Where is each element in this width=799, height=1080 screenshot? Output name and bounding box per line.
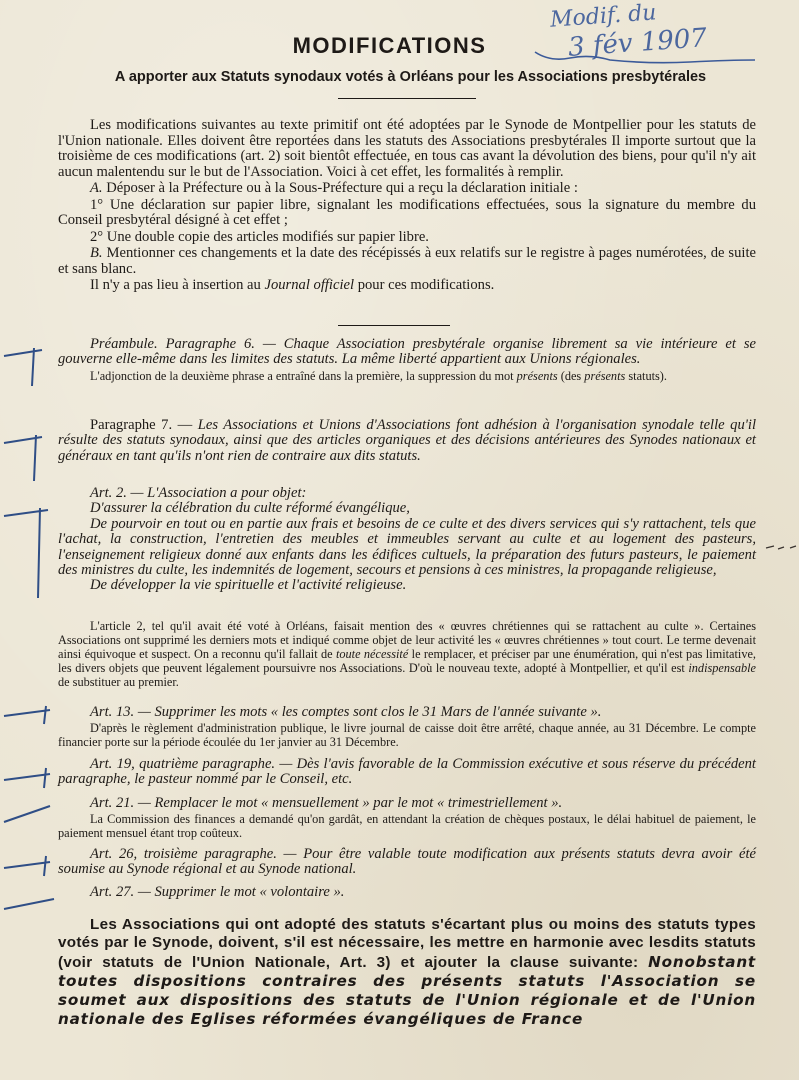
modification-text [58,418,756,464]
modification-art-21 [58,796,756,840]
modification-note: La Commission des finances a demandé qu'on gardât, en attendant la création de chèques postaux, le délai habituel de paiement, le paiement mensuel étant trop coûteux. [58,812,756,841]
margin-mark-right [764,540,798,556]
modification-art-19 [58,757,756,788]
modification-text: Préambule. Paragraphe 6. — Chaque Association presbytérale organise librement sa vie intérieure et se gouverne elle-même dans les limites des statuts. La même liberté appartient aux Unions régionales. [58,336,756,368]
modification-note [58,369,756,383]
instruction-item-1: 1° Une déclaration sur papier libre, signalant les modifications effectuées, sous la signature du membre du Conseil presbytéral désigné à cet effet ; [58,196,756,229]
instruction-text: Déposer à la Préfecture ou à la Sous-Préfecture qui a reçu la déclaration initiale : [102,180,578,197]
note-emphasis: toute nécessité [335,647,409,661]
handwritten-annotation-line1: Modif. du [549,0,658,33]
modification-art-13 [58,705,756,749]
intro-paragraph: Les modifications suivantes au texte primitif ont été adoptées par le Synode de Montpellier pour les statuts de l'Union nationale. Elles doivent être reportées dans les statuts des Associations presbytérales Il importe surtout que la troisième de ces modifications (art. 2) soit bientôt effectuée, en tous cas avant la dévolution des biens, pour qu'il n'y ait aucun malentendu sur le but de l'Association. Voici à cet effet, les formalités à remplir. [58,117,756,180]
modification-text: Art. 21. — Remplacer le mot « mensuellement » par le mot « trimestriellement ». [90,795,563,811]
margin-mark-2 [2,425,62,485]
divider [338,98,476,99]
modification-note [58,619,756,689]
modification-heading: Paragraphe 7. — [90,417,198,433]
note-text: le remplacer, et préciser par une énumération, qui n'est pas limitative, les divers objets que peuvent légalement poursuivre nos Associations. D'où le nouveau texte, adopté à Montpellier, et qu'il est [58,647,757,675]
note-text: statuts). [625,368,667,383]
modification-art-2-note [58,618,756,689]
final-clause: Nonobstant toutes dispositions contraires des présents statuts l'Association se soumet aux dispositions des statuts de l'Union régionale et de l'Union nationale des Eglises réformées évangéliques de France [58,952,756,1029]
note-text: L'adjonction de la deuxième phrase a entraîné dans la première, la suppression du mot [90,368,517,383]
final-paragraph [58,916,756,1030]
instruction-letter: A. [90,180,103,197]
modification-note: D'après le règlement d'administration publique, le livre journal de caisse doit être arrêté, chaque année, au 31 Décembre. Le compte financier porte sur la période écoulée du 1er janvier au 31 Décembre. [58,721,756,750]
modification-art-27 [58,885,756,900]
modification-art-2 [58,486,756,594]
note-text: (des [557,368,585,383]
modification-paragraphe-7 [58,418,756,464]
instruction-b [58,246,756,277]
instruction-a [58,181,756,197]
modification-heading: Art. 2. — L'Association a pour objet: [90,485,307,501]
journal-title: Journal officiel [264,276,355,293]
margin-mark-5 [2,760,62,790]
modification-preambule-6 [58,337,756,383]
note-emphasis: indispensable [688,661,756,675]
modification-text: Art. 13. — Supprimer les mots « les comptes sont clos le 31 Mars de l'année suivante ». [90,704,602,720]
objective-item: De développer la vie spirituelle et l'activité religieuse. [90,577,407,594]
divider [338,325,450,326]
objective-item: De pourvoir en tout ou en partie aux frais et besoins de ce culte et des divers services qui s'y rattachent, tels que l'achat, la construction, l'entretien des meubles et immeubles servant au culte et au logement des pasteurs, l'enseignement religieux donné aux enfants dans les édifices cultuels, la préparation des futurs pasteurs, le paiement des ministres du culte, les indemnités de logement, secours et pensions à ces ministres, la propagande religieuse, [58,515,756,579]
journal-note-text: Il n'y a pas lieu à insertion au [90,276,265,293]
objective-item: D'assurer la célébration du culte réformé évangélique, [90,500,410,517]
modification-text: Art. 19, quatrième paragraphe. — Dès l'avis favorable de la Commission exécutive et sous réserve du précédent paragraphe, le pasteur nommé par le Conseil, etc. [58,756,756,788]
final-clause-section [58,916,756,1030]
margin-mark-1 [2,340,62,390]
margin-mark-7 [2,850,62,880]
handwritten-annotation-line2: 3 fév 1907 [567,23,708,63]
note-emphasis: présents [516,368,558,383]
intro-section [58,118,756,294]
journal-note [58,278,756,294]
margin-mark-3 [2,498,62,603]
instruction-letter: B. [90,244,103,261]
modification-body: Les Associations et Unions d'Associations font adhésion à l'organisation synodale telle qu'il résulte des statuts synodaux, ainsi que des articles organiques et des décisions antérieures des Synodes nationaux et généraux en tant qu'ils n'ont rien de contraire aux dits statuts. [58,417,756,464]
journal-note-text: pour ces modifications. [354,276,495,293]
note-text: de substituer au premier. [58,675,179,689]
page-subtitle: A apporter aux Statuts synodaux votés à Orléans pour les Associations presbytérales [114,69,707,85]
instruction-text: Mentionner ces changements et la date des récépissés à eux relatifs sur le registre à pages numérotées, de suite et sans blanc. [58,244,756,277]
modification-art-26 [58,847,756,878]
note-emphasis: présents [584,368,626,383]
note-text: L'article 2, tel qu'il avait été voté à Orléans, faisait mention des « œuvres chrétiennes qui se rattachent au culte ». Certaines Associations ont supprimé les derniers mots et indiqué comme objet de leur activité les « œuvres chrétiennes » tout court. Le terme devenait ainsi équivoque et suspect. On a reconnu qu'il fallait de [58,619,756,661]
modification-text: Art. 26, troisième paragraphe. — Pour être valable toute modification aux présents statuts devra avoir été soumise au Synode régional et au Synode national. [58,846,756,878]
page-title: MODIFICATIONS [292,33,487,58]
margin-mark-8 [2,893,62,913]
instruction-item-2: 2° Une double copie des articles modifiés sur papier libre. [90,228,429,245]
modification-text: Art. 27. — Supprimer le mot « volontaire ». [90,884,345,900]
margin-mark-6 [2,798,62,828]
final-text: Les Associations qui ont adopté des statuts s'écartant plus ou moins des statuts types votés par le Synode, doivent, s'il est nécessaire, les mettre en harmonie avec lesdits statuts (voir statuts de l'Union Nationale, Art. 3) et ajouter la clause suivante: [58,916,756,971]
margin-mark-4 [2,700,62,730]
